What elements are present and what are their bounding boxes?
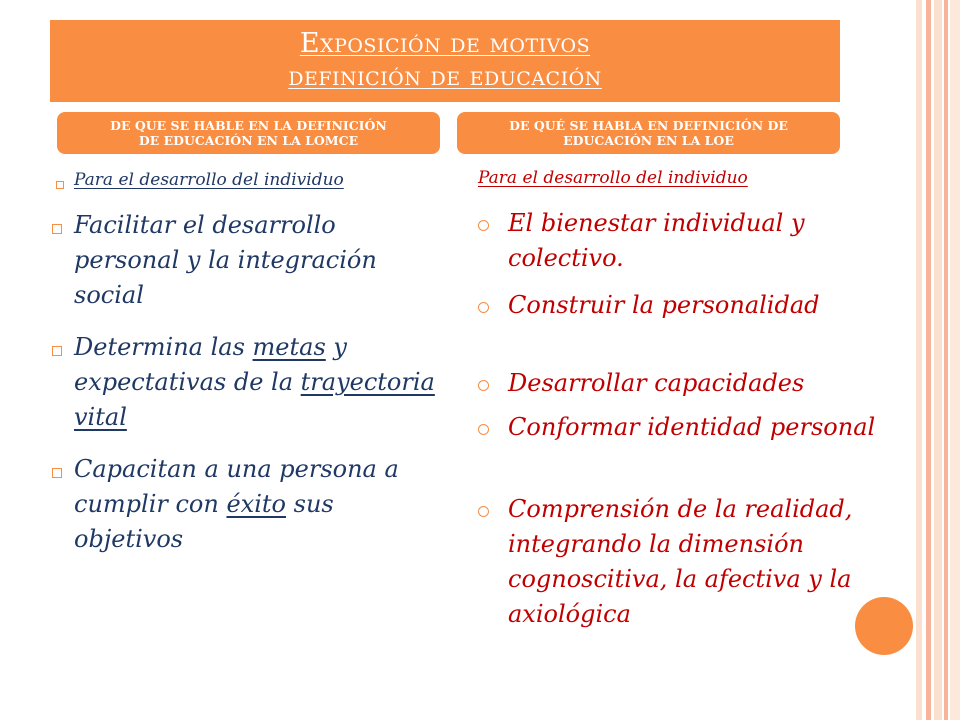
circle-bullet-icon (478, 506, 489, 517)
lomce-header (57, 112, 440, 154)
lomce-subheading: Para el desarrollo del individuo (74, 170, 344, 190)
lomce-header-line-2: DE EDUCACIÓN EN LA LOMCE (138, 133, 359, 148)
circle-bullet-icon (478, 424, 489, 435)
lomce-item-2-part-a: Determina las (74, 333, 245, 361)
square-bullet-icon (52, 346, 62, 356)
loe-item-3: Desarrollar capacidades (508, 369, 805, 397)
right-stripe-2 (926, 0, 931, 720)
square-bullet-icon (56, 181, 64, 189)
right-stripe-1 (916, 0, 922, 720)
lomce-item-3-part-a: Capacitan a una persona a cumplir con (74, 455, 399, 518)
right-stripe-3 (934, 0, 942, 720)
lomce-item-3 (74, 452, 444, 557)
title-banner (50, 20, 840, 102)
loe-subheading: Para el desarrollo del individuo (478, 168, 748, 188)
lomce-item-2-part-b: y expectativas de la (74, 333, 347, 396)
title-line-2: definición de educación (288, 61, 602, 92)
right-stripe-4 (944, 0, 948, 720)
square-bullet-icon (52, 468, 62, 478)
loe-header-line-2: EDUCACIÓN EN LA LOE (563, 133, 734, 148)
lomce-item-3-part-b: sus objetivos (74, 490, 334, 553)
loe-item-1: El bienestar individual y colectivo. (508, 209, 805, 272)
loe-item-2: Construir la personalidad (508, 291, 820, 319)
square-bullet-icon (52, 224, 62, 234)
circle-bullet-icon (478, 220, 489, 231)
title-line-1: Exposición de motivos (299, 28, 591, 59)
metas-link: metas (252, 333, 326, 361)
trayectoria-vital-link: trayectoria vital (74, 368, 435, 431)
loe-item-4: Conformar identidad personal (508, 413, 876, 441)
circle-bullet-icon (478, 302, 489, 313)
circle-bullet-icon (478, 380, 489, 391)
exito-link: éxito (226, 490, 286, 518)
loe-header-line-1: DE QUÉ SE HABLA EN DEFINICIÓN DE (509, 118, 788, 133)
loe-item-5: Comprensión de la realidad, integrando la dimensión cognoscitiva, la afectiva y la axiológica (508, 495, 853, 628)
lomce-item-2 (74, 330, 444, 435)
right-stripe-5 (950, 0, 960, 720)
lomce-item-1: Facilitar el desarrollo personal y la integración social (74, 211, 377, 309)
decorative-circle (855, 597, 913, 655)
lomce-header-line-1: DE QUE SE HABLE EN LA DEFINICIÓN (110, 118, 387, 133)
loe-header (457, 112, 840, 154)
